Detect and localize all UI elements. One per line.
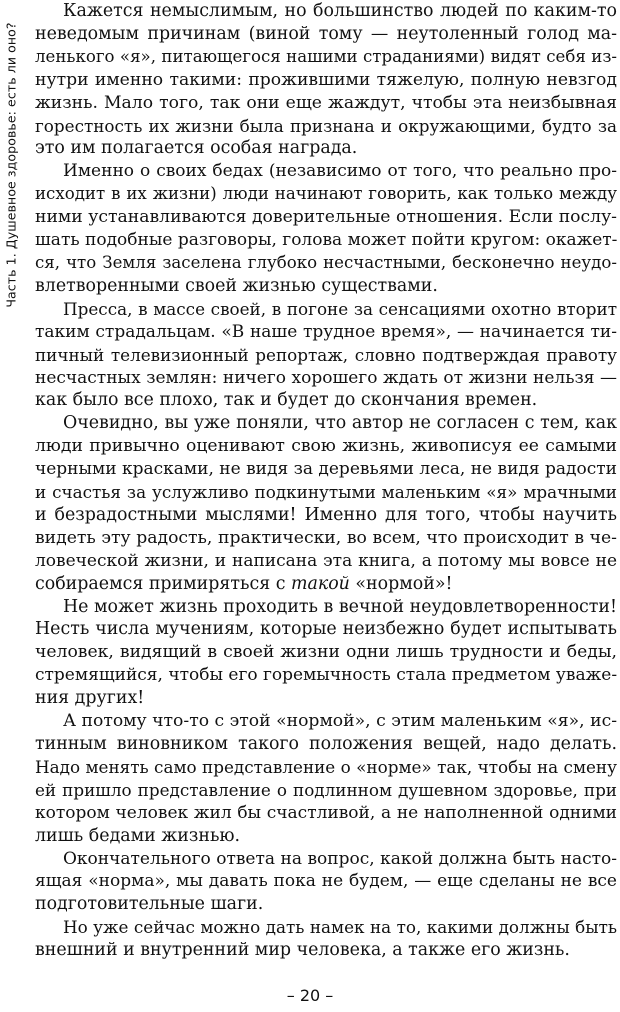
text-line: как было все плохо, так и будет до скончания времен. xyxy=(35,390,538,411)
text-line: Не может жизнь проходить в вечной неудовлетворенности! xyxy=(63,596,617,617)
paragraph xyxy=(35,0,617,160)
text-line: это им полагается особая награда. xyxy=(35,138,358,159)
text-line: ся, что Земля заселена глубоко несчастными, бесконечно неудо- xyxy=(35,252,617,272)
text-line: горестность их жизни была признана и окружающими, будто за xyxy=(35,115,617,136)
text-line: человек, видящий в своей жизни одни лишь трудности и беды, xyxy=(35,642,617,663)
text-line: влетворенными своей жизнью существами. xyxy=(35,275,438,296)
paragraph xyxy=(35,596,617,711)
text-line: Но уже сейчас можно дать намек на то, какими должны быть xyxy=(63,917,617,938)
text-line: неведомым причинам (виной тому — неутоленный голод ма- xyxy=(35,23,617,44)
text-run: собираемся примиряться с xyxy=(35,573,291,594)
paragraph xyxy=(35,916,617,962)
text-run: «нормой»! xyxy=(349,573,453,594)
text-line: ящая «норма», мы давать пока не будем, — еще сделаны не все xyxy=(35,871,617,892)
paragraph xyxy=(35,848,617,917)
text-line: и безрадостными мыслями! Именно для того, чтобы научить xyxy=(35,504,617,525)
text-line: ленького «я», питающегося нашими страданиями) видят себя из- xyxy=(35,46,617,66)
text-line: лишь бедами жизнью. xyxy=(35,825,241,846)
text-line: Очевидно, вы уже поняли, что автор не согласен с тем, как xyxy=(63,413,617,434)
text-line: тинным виновником такого положения вещей, надо делать. xyxy=(35,734,617,754)
text-line: внешний и внутренний мир человека, а также его жизнь. xyxy=(35,940,570,961)
text-line: исходит в их жизни) люди начинают говорить, как только между xyxy=(35,184,617,204)
paragraph xyxy=(35,160,617,297)
text-line: нутри именно такими: прожившими тяжелую, полную невзгод xyxy=(35,69,617,90)
text-line: Кажется немыслимым, но большинство людей по каким-то xyxy=(63,1,617,21)
text-line: жизнь. Мало того, так они еще жаждут, чтобы эта неизбывная xyxy=(35,92,617,113)
text-line: Окончательного ответа на вопрос, какой должна быть насто- xyxy=(63,848,617,869)
text-line xyxy=(35,573,617,596)
text-line: люди привычно оценивают свою жизнь, живописуя ее самыми xyxy=(35,436,617,457)
text-line: ей пришло представление о подлинном душевном здоровье, при xyxy=(35,779,617,800)
text-line: пичный телевизионный репортаж, словно подтверждая правоту xyxy=(35,344,617,365)
text-line: видеть эту радость, практически, во всем, что происходит в че- xyxy=(35,527,617,548)
running-head-text: Часть 1. Душевное здоровье: есть ли оно? xyxy=(3,22,19,308)
text-line: шать подобные разговоры, голова может пойти кругом: окажет- xyxy=(35,230,618,251)
text-line: и счастья за услужливо подкинутыми маленьким «я» мрачными xyxy=(35,482,617,503)
text-line: несчастных землян: ничего хорошего ждать от жизни нельзя — xyxy=(35,367,617,388)
text-line: Надо менять само представление о «норме» так, чтобы на смену xyxy=(35,756,617,777)
text-line: котором человек жил бы счастливой, а не наполненной одними xyxy=(35,802,617,823)
text-line: Несть числа мучениям, которые неизбежно будет испытывать xyxy=(35,619,617,640)
text-line: Пресса, в массе своей, в погоне за сенсациями охотно вторит xyxy=(63,298,617,319)
emphasis-text: такой xyxy=(290,573,350,594)
text-line: таким страдальцам. «В наше трудное время», — начинается ти- xyxy=(35,321,617,342)
running-head xyxy=(0,0,22,330)
paragraph xyxy=(35,710,617,847)
paragraph xyxy=(35,412,617,595)
text-line: черными красками, не видя за деревьями леса, не видя радости xyxy=(35,459,617,480)
text-line: ними устанавливаются доверительные отношения. Если послу- xyxy=(35,207,617,228)
text-line: Именно о своих бедах (независимо от того, что реально про- xyxy=(63,161,617,182)
text-line: стремящийся, чтобы его горемычность стала предметом уваже- xyxy=(35,665,618,686)
text-line: ния других! xyxy=(35,688,145,709)
text-line: ловеческой жизни, и написана эта книга, а потому мы вовсе не xyxy=(35,550,617,571)
paragraph xyxy=(35,298,617,413)
text-line: подготовительные шаги. xyxy=(35,894,264,915)
page-number: – 20 – xyxy=(286,986,334,1005)
text-line: А потому что-то с этой «нормой», с этим маленьким «я», ис- xyxy=(63,711,617,732)
body-text xyxy=(35,0,617,962)
